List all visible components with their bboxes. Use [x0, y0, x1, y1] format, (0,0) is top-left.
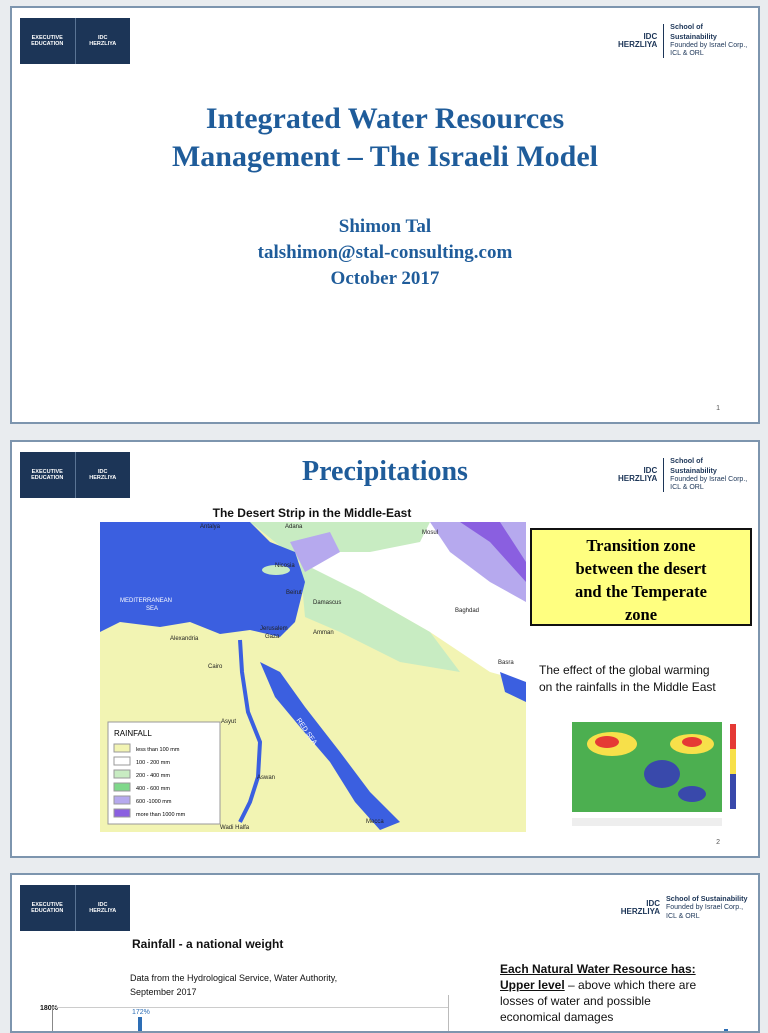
global-warming-caption: The effect of the global warming on the rainfalls in the Middle East [539, 663, 716, 694]
legend-label: 100 - 200 mm [136, 760, 170, 766]
city-label: Baghdad [455, 608, 480, 614]
city-label: Wadi Halfa [220, 825, 250, 831]
city-label: Cairo [208, 664, 223, 670]
legend-label: 600 -1000 mm [136, 799, 172, 805]
water-resource-text: Each Natural Water Resource has: Upper level – above which there are losses of water and possible economical damages [500, 962, 697, 1024]
city-label: Beirut [286, 590, 302, 596]
sea-label: MEDITERRANEAN [120, 598, 173, 604]
legend-swatch [114, 796, 130, 804]
city-label: Nicosia [275, 563, 295, 569]
idc-school-logo: IDC HERZLIYA School of Sustainability Founded by Israel Corp., ICL & ORL [617, 22, 748, 58]
page-number: 1 [716, 405, 720, 412]
transition-zone-callout: Transition zone between the desert and the Temperate zone [530, 528, 752, 626]
city-label: Aswan [257, 775, 276, 781]
city-label: Antalya [200, 524, 221, 530]
city-label: Damascus [313, 600, 342, 606]
sea-label: SEA [146, 606, 159, 612]
chart-bar [138, 1017, 142, 1033]
rainfall-map [100, 522, 526, 832]
legend-title: RAINFALL [114, 729, 152, 738]
slide-title: Integrated Water Resources Management – The Israeli Model [171, 102, 599, 173]
legend-swatch [114, 770, 130, 778]
author-name: Shimon Tal [338, 216, 432, 237]
data-source: Data from the Hydrological Service, Water Authority, September 2017 [130, 973, 338, 997]
legend-swatch [114, 744, 130, 752]
legend-swatch [114, 757, 130, 765]
author-email: talshimon@stal-consulting.com [257, 242, 513, 263]
bar-value-label: 172% [132, 1009, 150, 1016]
divider [448, 995, 449, 1033]
legend-swatch [114, 809, 130, 817]
slide-title: Precipitations [302, 456, 468, 487]
idc-school-logo: IDC HERZLIYA School of Sustainability Founded by Israel Corp., ICL & ORL [598, 887, 748, 929]
presentation-date: October 2017 [330, 268, 440, 289]
slide-2 [10, 440, 760, 858]
page-number: 2 [716, 839, 720, 846]
global-warming-rainfall-figure [552, 714, 757, 834]
slide-heading: Rainfall - a national weight [132, 937, 284, 951]
city-label: Adana [285, 524, 303, 530]
city-label: Basra [498, 660, 514, 666]
legend-label: more than 1000 mm [136, 812, 186, 818]
legend-swatch [114, 783, 130, 791]
axis-tick-label: 180% [40, 1005, 58, 1012]
city-label: Gaza [265, 634, 280, 640]
city-label: Mecca [366, 819, 384, 825]
slide-1 [10, 6, 760, 424]
executive-education-logo: EXECUTIVE EDUCATION IDC HERZLIYA [20, 885, 130, 931]
chart-frame [52, 1007, 448, 1033]
author-block [12, 214, 758, 292]
executive-education-logo: EXECUTIVE EDUCATION IDC HERZLIYA [20, 452, 130, 498]
idc-school-logo: IDC HERZLIYA School of Sustainability Founded by Israel Corp., ICL & ORL [617, 456, 748, 492]
executive-education-logo: EXECUTIVE EDUCATION IDC HERZLIYA [20, 18, 130, 64]
city-label: Jerusalem [260, 626, 288, 632]
legend-label: less than 100 mm [136, 747, 180, 753]
legend-label: 400 - 600 mm [136, 786, 170, 792]
city-label: Alexandria [170, 636, 199, 642]
legend-label: 200 - 400 mm [136, 773, 170, 779]
city-label: Asyut [221, 719, 237, 725]
map-title: The Desert Strip in the Middle-East [212, 506, 412, 520]
city-label: Amman [313, 630, 334, 636]
city-label: Mosul [422, 530, 439, 536]
red-sea-label: RED SEA [294, 717, 318, 747]
slide-3 [10, 873, 760, 1033]
